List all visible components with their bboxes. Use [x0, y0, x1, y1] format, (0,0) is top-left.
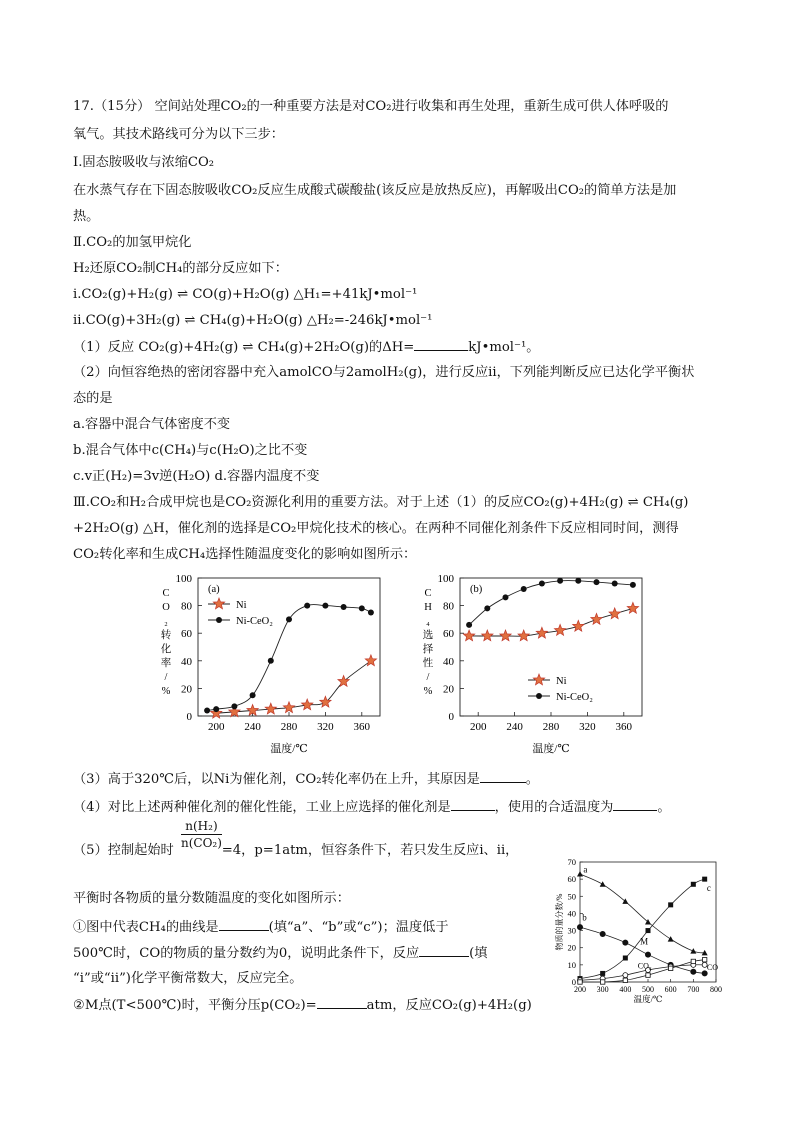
- question-header: 17.（15分） 空间站处理CO₂的一种重要方法是对CO₂进行收集和再生处理，重新生成可供人体呼吸的: [73, 99, 669, 114]
- data-point: [600, 931, 606, 937]
- data-point: [368, 610, 374, 616]
- data-point: [338, 676, 349, 687]
- legend-label: Ni: [556, 676, 567, 687]
- answer-blank[interactable]: [419, 944, 469, 957]
- part-5-q1-b: [73, 944, 488, 963]
- y-tick-label: 100: [437, 573, 454, 585]
- x-tick-label: 800: [710, 985, 722, 994]
- data-point: [690, 969, 696, 975]
- y-tick-label: 80: [443, 600, 454, 613]
- y-axis-title: C H ₄ 选择性/ %: [422, 588, 434, 697]
- data-point: [691, 959, 695, 963]
- data-point: [322, 603, 328, 609]
- option-b: b.混合气体中c(CH₄)与c(H₂O)之比不变: [73, 443, 308, 458]
- data-point: [268, 658, 274, 664]
- data-point: [213, 598, 224, 609]
- section-1-text-2: 热。: [73, 209, 100, 224]
- data-point: [302, 699, 313, 710]
- section-1-title: Ⅰ.固态胺吸收与浓缩CO₂: [73, 155, 215, 170]
- data-point: [359, 605, 365, 611]
- option-a: a.容器中混合气体密度不变: [73, 417, 231, 432]
- part-3-end: 。: [525, 772, 539, 787]
- data-point: [609, 608, 620, 619]
- answer-blank[interactable]: [451, 798, 495, 811]
- question-text: 氧气。其技术路线可分为以下三步：: [73, 127, 284, 142]
- y-tick-label: 0: [186, 711, 192, 723]
- plot-frame: [460, 578, 642, 716]
- y-tick-label: 40: [443, 655, 454, 668]
- x-tick-label: 240: [506, 721, 523, 733]
- data-point: [250, 692, 256, 698]
- part-5-q1-c: “i”或“ii”)化学平衡常数大，反应完全。: [73, 971, 303, 986]
- part-5-q1: [73, 918, 449, 937]
- y-tick-label: 80: [181, 600, 192, 613]
- data-point: [578, 980, 582, 984]
- y-tick-label: 0: [571, 977, 576, 987]
- data-point: [536, 693, 542, 699]
- series-line: [469, 580, 633, 624]
- part-1-text: （1）反应 CO₂(g)+4H₂(g) ⇌ CH₄(g)+2H₂O(g)的ΔH=: [73, 340, 415, 355]
- reaction-ii: ii.CO(g)+3H₂(g) ⇌ CH₄(g)+H₂O(g) △H₂=-246kJ•mol⁻¹: [73, 313, 433, 328]
- data-point: [484, 605, 490, 611]
- data-point: [646, 973, 650, 977]
- x-axis-title: 温度/℃: [532, 743, 570, 755]
- data-point: [521, 586, 527, 592]
- answer-blank[interactable]: [219, 918, 269, 931]
- x-tick-label: 360: [353, 721, 371, 733]
- x-axis-title: 温度/℃: [270, 743, 308, 755]
- q2-text: ②M点(T<500℃)时，平衡分压p(CO₂)=: [73, 998, 317, 1013]
- data-point: [594, 579, 600, 585]
- answer-blank[interactable]: [317, 996, 367, 1009]
- chart-c: [548, 852, 720, 1002]
- data-point: [646, 928, 651, 933]
- x-tick-label: 320: [317, 721, 334, 733]
- data-point: [702, 958, 706, 962]
- x-tick-label: 360: [615, 721, 633, 733]
- data-point: [283, 702, 294, 713]
- y-tick-label: 40: [181, 655, 192, 668]
- y-tick-label: 20: [567, 942, 576, 953]
- data-point: [539, 581, 545, 587]
- plot-frame: [198, 578, 380, 716]
- data-point: [577, 924, 583, 930]
- y-tick-label: 20: [443, 683, 454, 696]
- data-point: [691, 882, 696, 887]
- y-tick-label: 30: [567, 925, 576, 936]
- answer-blank[interactable]: [414, 338, 468, 351]
- y-tick-label: 50: [567, 891, 576, 902]
- q1-text-3: 500℃时，CO的物质的量分数约为0，说明此条件下，反应: [73, 946, 420, 961]
- legend-label: Ni-CeO₂: [236, 616, 273, 627]
- data-point: [600, 971, 605, 976]
- data-point: [286, 616, 292, 622]
- y-tick-label: 20: [181, 683, 192, 696]
- data-point: [575, 578, 581, 584]
- y-axis-title: 物质的量分数/%: [555, 893, 564, 951]
- data-point: [304, 603, 310, 609]
- x-tick-label: 200: [469, 721, 487, 733]
- data-point: [668, 936, 674, 942]
- section-3-text: Ⅲ.CO₂和H₂合成甲烷也是CO₂资源化利用的重要方法。对于上述（1）的反应CO₂(g)+4H₂(g) ⇌ CH₄(g): [73, 495, 689, 510]
- part-1-unit: kJ•mol⁻¹。: [468, 340, 540, 355]
- data-point: [265, 703, 276, 714]
- part-5-text: （5）控制起始时: [73, 843, 174, 858]
- fraction-denominator: n(CO₂): [181, 836, 222, 850]
- x-tick-label: 320: [579, 721, 596, 733]
- option-cd: c.v正(H₂)=3v逆(H₂O) d.容器内温度不变: [73, 469, 320, 484]
- reaction-i: i.CO₂(g)+H₂(g) ⇌ CO(g)+H₂O(g) △H₁=+41kJ•mol⁻¹: [73, 287, 418, 302]
- part-5: [73, 842, 518, 860]
- x-tick-label: 500: [642, 985, 654, 994]
- y-tick-label: 60: [181, 628, 192, 641]
- data-point: [518, 630, 529, 641]
- data-point: [320, 696, 331, 707]
- data-point: [623, 973, 628, 978]
- point-label-m: M: [640, 936, 649, 947]
- section-2-intro: H₂还原CO₂制CH₄的部分反应如下：: [73, 261, 288, 276]
- section-1-text: 在水蒸气存在下固态胺吸收CO₂反应生成酸式碳酸盐(该反应是放热反应)，再解吸出CO₂的简单方法是加: [73, 183, 677, 198]
- part-4: [73, 798, 671, 817]
- answer-blank[interactable]: [613, 798, 657, 811]
- data-point: [463, 630, 474, 641]
- y-tick-label: 70: [567, 857, 576, 867]
- data-point: [503, 594, 509, 600]
- part-1: [73, 338, 539, 357]
- section-2-title: Ⅱ.CO₂的加氢甲烷化: [73, 235, 192, 250]
- data-point: [623, 978, 627, 982]
- data-point: [577, 871, 583, 877]
- panel-label: (b): [470, 584, 483, 595]
- part-2-b: 态的是: [73, 391, 113, 406]
- chart-a: [148, 568, 398, 758]
- y-tick-label: 100: [175, 573, 192, 585]
- chart-b: [410, 568, 660, 758]
- data-point: [668, 902, 673, 907]
- curve-label-c: c: [706, 883, 711, 894]
- section-3-text-3: CO₂转化率和生成CH₄选择性随温度变化的影响如图所示：: [73, 547, 417, 562]
- series-line: [469, 608, 633, 636]
- y-axis-title: C O ₂ 转化率/ %: [160, 588, 172, 697]
- x-tick-label: 400: [619, 985, 632, 994]
- curve-label-co2: CO₂: [637, 961, 652, 971]
- data-point: [600, 881, 606, 887]
- answer-blank[interactable]: [480, 770, 526, 783]
- x-axis-title: 温度/℃: [633, 994, 663, 1004]
- data-point: [627, 602, 638, 613]
- part-4-end: 。: [657, 800, 671, 815]
- part-4-text-2: ，使用的合适温度为: [494, 800, 614, 815]
- y-tick-label: 10: [567, 959, 576, 970]
- data-point: [213, 706, 219, 712]
- section-3-text-2: +2H₂O(g) △H，催化剂的选择是CO₂甲烷化技术的核心。在两种不同催化剂条件下反应相同时间，测得: [73, 521, 679, 536]
- panel-label: (a): [208, 584, 220, 595]
- data-point: [536, 627, 547, 638]
- legend-label: Ni: [236, 600, 247, 611]
- part-4-text: （4）对比上述两种催化剂的催化性能，工业上应选择的催化剂是: [73, 800, 451, 815]
- part-2: （2）向恒容绝热的密闭容器中充入amolCO与2amolH₂(g)，进行反应ii，下列能判断反应已达化学平衡状: [73, 365, 695, 380]
- x-tick-label: 240: [244, 721, 261, 733]
- data-point: [533, 674, 544, 685]
- part-3: [73, 770, 539, 789]
- q2-text-2: atm，反应CO₂(g)+4H₂(g): [366, 998, 532, 1013]
- part-5-q2: [73, 996, 532, 1015]
- x-tick-label: 280: [542, 721, 560, 733]
- y-tick-label: 60: [567, 874, 576, 885]
- y-tick-label: 60: [443, 628, 454, 641]
- data-point: [622, 940, 628, 946]
- part-5-text-2: =4，p=1atm，恒容条件下，若只发生反应i、ii，: [221, 843, 519, 858]
- data-point: [612, 581, 618, 587]
- part-5-line-2: 平衡时各物质的量分数随温度的变化如图所示：: [73, 891, 350, 906]
- x-tick-label: 200: [207, 721, 225, 733]
- data-point: [645, 952, 651, 958]
- q1-text: ①图中代表CH₄的曲线是: [73, 920, 219, 935]
- data-point: [554, 624, 565, 635]
- x-tick-label: 700: [687, 985, 700, 994]
- data-point: [231, 703, 237, 709]
- x-tick-label: 280: [280, 721, 298, 733]
- data-point: [623, 956, 628, 961]
- x-tick-label: 600: [664, 985, 677, 994]
- data-point: [557, 578, 563, 584]
- data-point: [702, 877, 707, 882]
- q1-text-4: (填: [469, 946, 488, 961]
- data-point: [482, 630, 493, 641]
- legend-label: Ni-CeO₂: [556, 692, 593, 703]
- x-tick-label: 300: [596, 985, 609, 994]
- data-point: [341, 604, 347, 610]
- curve-label-a: a: [583, 864, 588, 875]
- data-point: [466, 622, 472, 628]
- y-tick-label: 0: [448, 711, 454, 723]
- data-point: [690, 948, 696, 954]
- curve-label-co: CO: [706, 963, 719, 972]
- data-point: [600, 980, 604, 984]
- curve-label-b: b: [582, 912, 587, 923]
- data-point: [204, 707, 210, 713]
- data-point: [216, 617, 222, 623]
- part-3-text: （3）高于320℃后，以Ni为催化剂，CO₂转化率仍在上升，其原因是: [73, 772, 480, 787]
- data-point: [668, 966, 672, 970]
- series-line: [216, 661, 371, 713]
- q1-text-2: (填“a”、“b”或“c”)；温度低于: [268, 920, 449, 935]
- y-tick-label: 40: [567, 908, 576, 919]
- fraction-numerator: n(H₂): [181, 818, 222, 835]
- data-point: [500, 630, 511, 641]
- data-point: [591, 613, 602, 624]
- x-tick-label: 200: [574, 985, 586, 994]
- data-point: [630, 582, 636, 588]
- data-point: [573, 620, 584, 631]
